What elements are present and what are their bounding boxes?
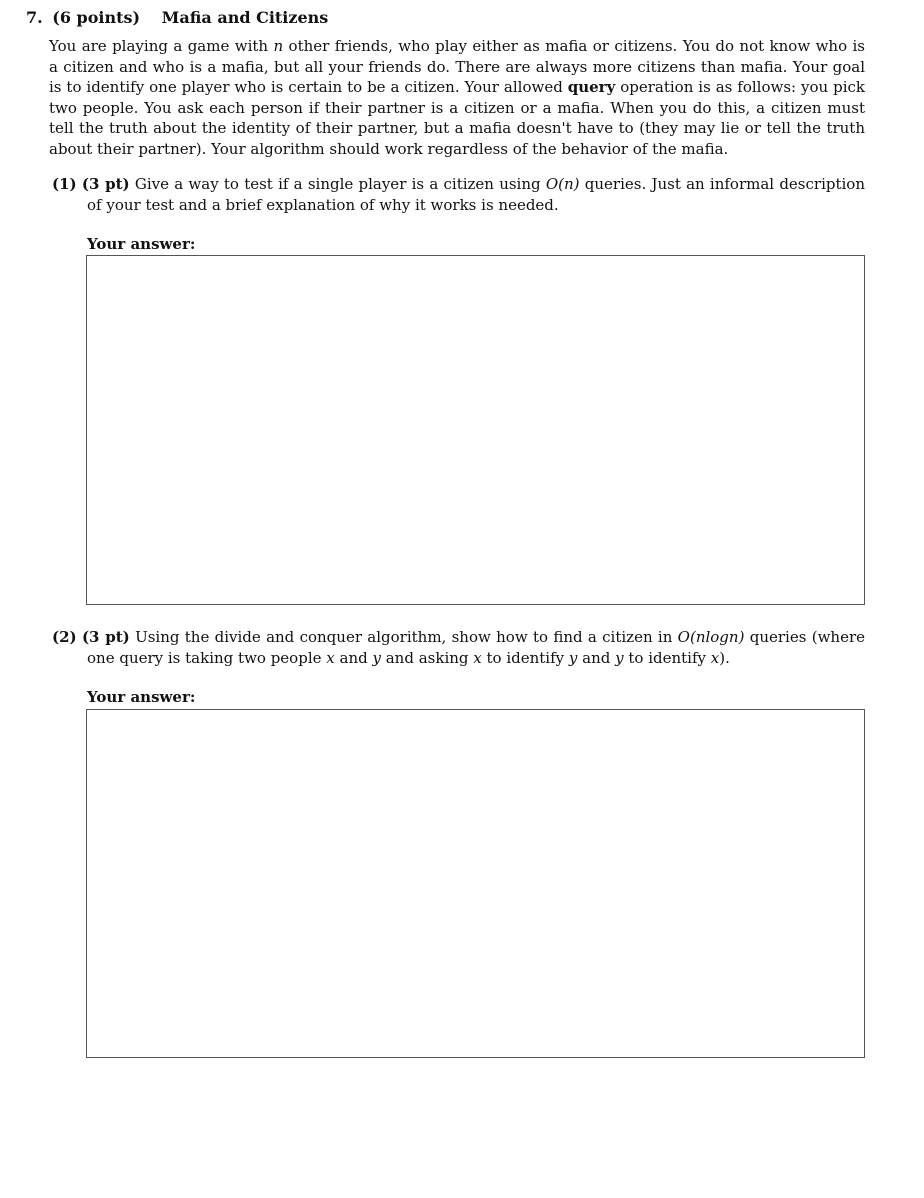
part-1-points: (3 pt): [81, 175, 130, 193]
part-2-var-x2: x: [473, 649, 482, 667]
part-2-text-2: queries (where one query is taking two people: [87, 628, 865, 667]
intro-text-2: other friends, who play either as mafia or citizens. You do not know who is a citizen and who is a mafia, but all your friends do. There are always more citizens than mafia. Your goal is to identify one player who is certain to be a citizen. Your allowed: [49, 37, 865, 96]
part-2-text-6: and: [577, 649, 616, 667]
part-2-text-5: to identify: [481, 649, 569, 667]
part-2-label: (2): [52, 628, 77, 646]
intro-var-n: n: [273, 37, 284, 55]
part-2-text-7: to identify: [623, 649, 711, 667]
part-1-text-1: Give a way to test if a single player is a citizen using: [129, 175, 546, 193]
part-1-math: O(n): [545, 175, 580, 193]
intro-text-3: operation is as follows: you pick two people. You ask each person if their partner is a citizen or a mafia. When you do this, a citizen must tell the truth about the identity of their partner, but a mafia doesn't have to (they may lie or tell the truth about their partner). Your algorithm should work regardless of the behavior of the mafia.: [49, 78, 865, 158]
part-1-answer-box[interactable]: [86, 255, 865, 605]
part-1-text-2: queries. Just an informal description of your test and a brief explanation of why it works is needed.: [87, 175, 865, 214]
part-2-answer-box[interactable]: [86, 709, 865, 1058]
part-2-text-1: Using the divide and conquer algorithm, show how to find a citizen in: [129, 628, 678, 646]
part-1-answer-label: Your answer:: [87, 235, 196, 253]
intro-bold-query: query: [567, 78, 616, 96]
question-intro: [49, 36, 865, 159]
part-2-text-3: and: [334, 649, 373, 667]
part-2-var-y2: y: [568, 649, 578, 667]
question-points: (6 points): [52, 8, 141, 27]
question-header: [26, 8, 328, 27]
intro-text-1: You are playing a game with: [49, 37, 274, 55]
part-2-math: O(nlogn): [677, 628, 745, 646]
part-2-prompt: [52, 627, 865, 669]
part-2-var-x3: x: [710, 649, 720, 667]
part-2-text-4: and asking: [380, 649, 474, 667]
part-2-text-8: ).: [719, 649, 730, 667]
part-2-var-y3: y: [615, 649, 624, 667]
question-number: 7.: [26, 8, 43, 27]
part-2-var-y: y: [372, 649, 381, 667]
question-title: Mafia and Citizens: [161, 8, 329, 27]
part-2-points: (3 pt): [81, 628, 130, 646]
part-2-answer-label: Your answer:: [87, 688, 196, 706]
part-1-label: (1): [52, 175, 77, 193]
part-1-prompt: [52, 174, 865, 216]
part-2-var-x: x: [326, 649, 335, 667]
